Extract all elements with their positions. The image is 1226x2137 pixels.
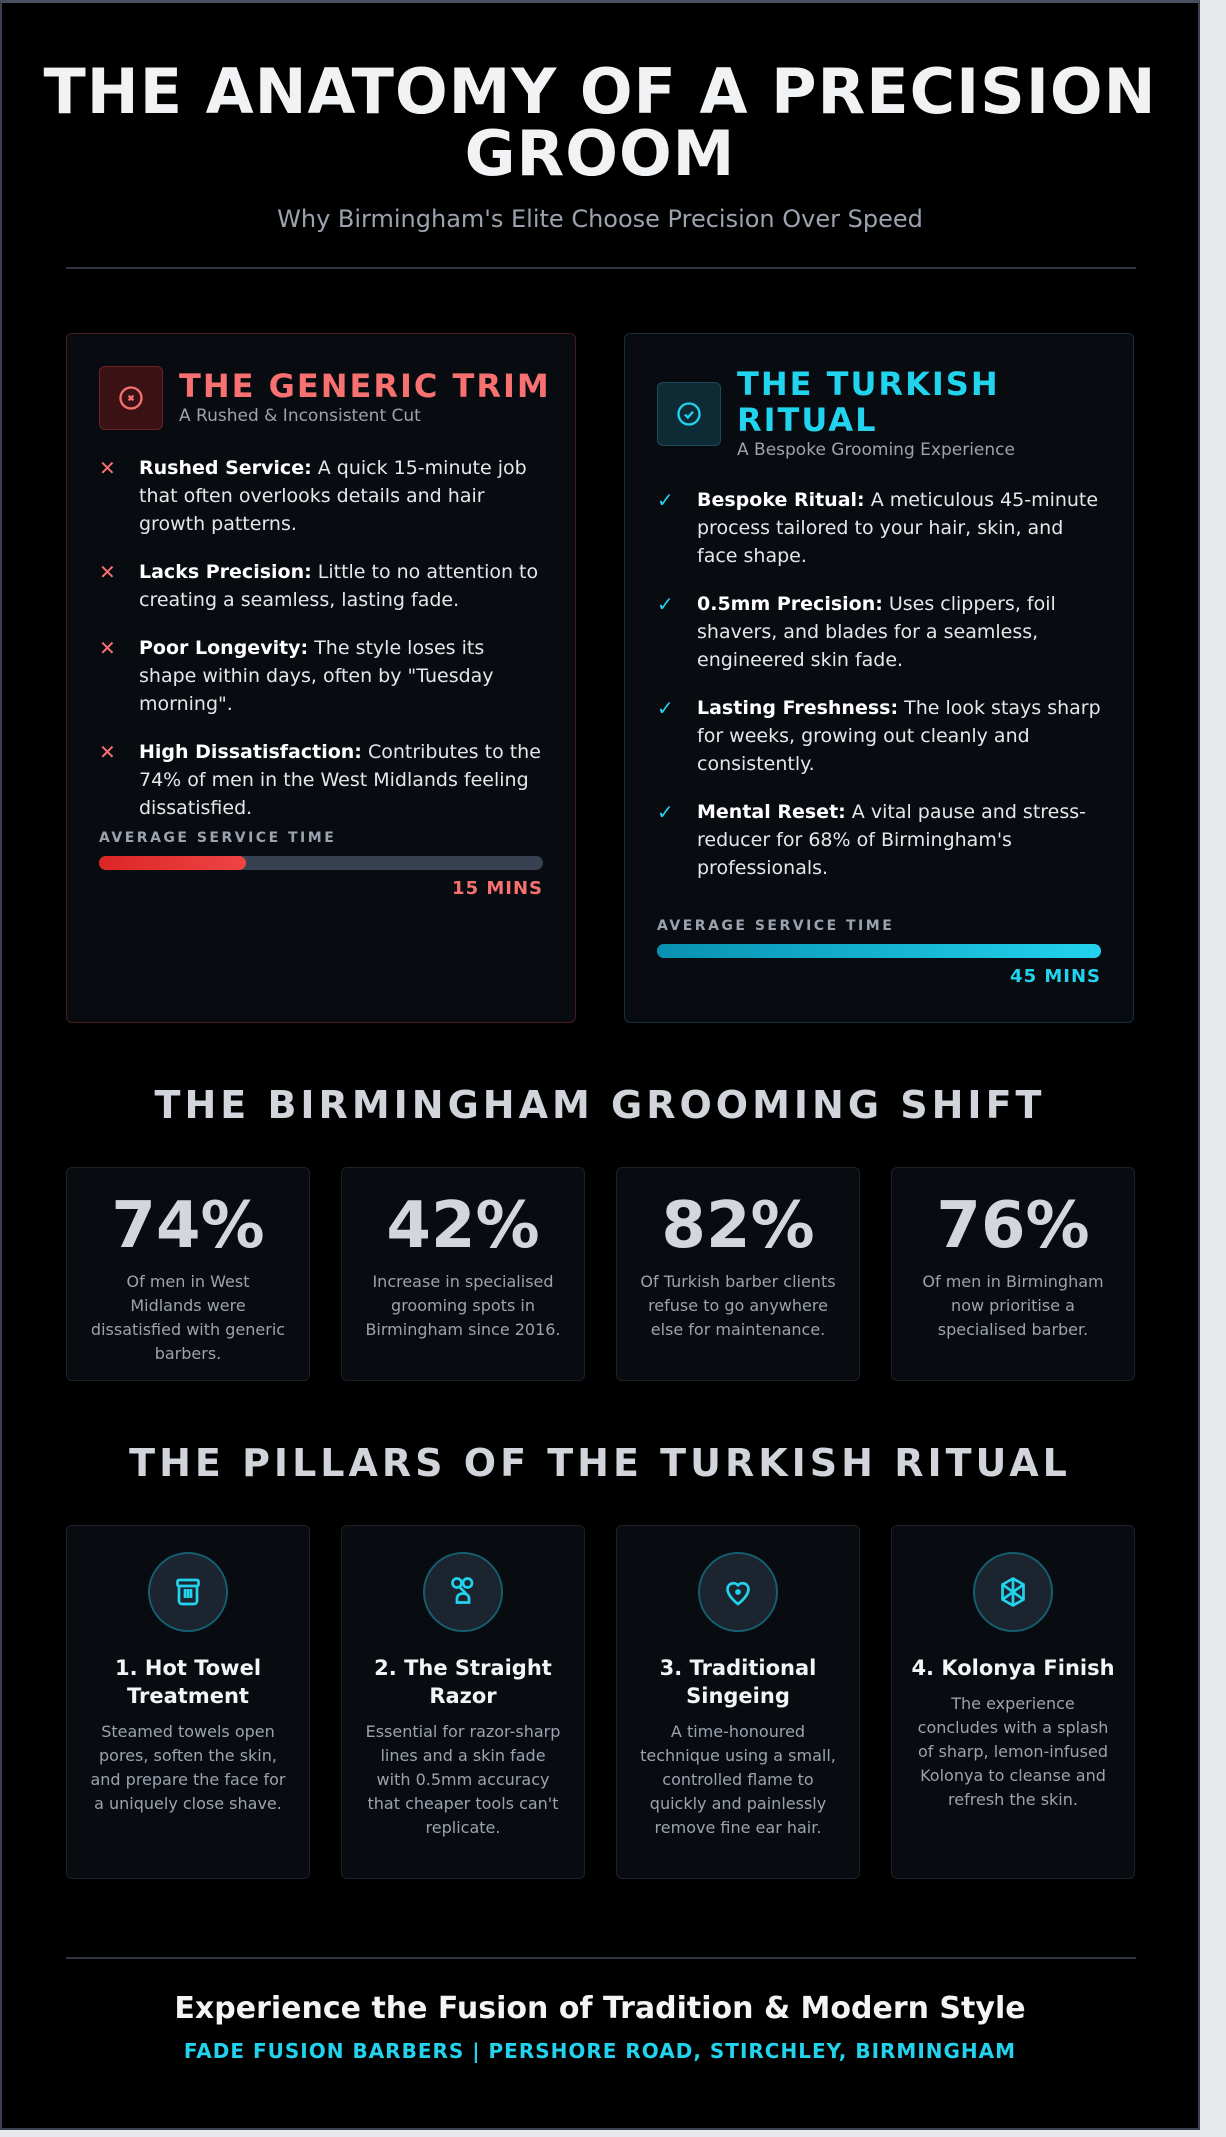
list-item: ✓ 0.5mm Precision: Uses clippers, foil shavers, and blades for a seamless, engineered skin fade.: [657, 590, 1101, 674]
pillar-card: [891, 1525, 1135, 1879]
stat-desc: Of Turkish barber clients refuse to go anywhere else for maintenance.: [640, 1272, 836, 1339]
stat-card: [616, 1167, 860, 1381]
service-time-bar: [99, 856, 543, 870]
drawback-list: [99, 454, 543, 842]
stat-value: 76%: [936, 1189, 1090, 1263]
razor-icon: [423, 1552, 503, 1632]
service-time-fill: [99, 856, 246, 870]
service-time-label: AVERAGE SERVICE TIME: [99, 830, 337, 846]
stat-card: [891, 1167, 1135, 1381]
card-subtitle: A Rushed & Inconsistent Cut: [179, 406, 421, 426]
section-heading-pillars: THE PILLARS OF THE TURKISH RITUAL: [129, 1441, 1071, 1485]
list-item: ✓ Bespoke Ritual: A meticulous 45-minute process tailored to your hair, skin, and face shape.: [657, 486, 1101, 570]
pillar-title: 1. Hot Towel Treatment: [114, 1656, 262, 1708]
divider: [66, 1957, 1136, 1959]
list-item: ✓ Mental Reset: A vital pause and stress-reducer for 68% of Birmingham's professionals.: [657, 798, 1101, 882]
list-item: ✕ Rushed Service: A quick 15-minute job that often overlooks details and hair growth patterns.: [99, 454, 543, 538]
service-time-value: 45 MINS: [1010, 966, 1101, 987]
stat-desc: Of men in West Midlands were dissatisfied with generic barbers.: [90, 1272, 286, 1363]
service-time-label: AVERAGE SERVICE TIME: [657, 918, 895, 934]
page-subtitle: Why Birmingham's Elite Choose Precision Over Speed: [277, 205, 923, 233]
pillar-desc: Essential for razor-sharp lines and a skin fade with 0.5mm accuracy that cheaper tools can't replicate.: [365, 1722, 561, 1837]
title-line-1: THE ANATOMY OF A PRECISION: [43, 55, 1157, 128]
check-icon: ✓: [657, 488, 674, 512]
turkish-ritual-card: [624, 333, 1134, 1023]
stat-value: 42%: [386, 1189, 540, 1263]
title-line-2: GROOM: [464, 117, 736, 190]
footer-title: Experience the Fusion of Tradition & Modern Style: [174, 1991, 1026, 2026]
pillar-card: [341, 1525, 585, 1879]
benefit-list: [657, 486, 1101, 902]
generic-trim-card: [66, 333, 576, 1023]
divider: [66, 267, 1136, 269]
pillar-title: 3. Traditional Singeing: [659, 1656, 817, 1708]
stat-value: 82%: [661, 1189, 815, 1263]
list-item: ✕ High Dissatisfaction: Contributes to the 74% of men in the West Midlands feeling dissatisfied.: [99, 738, 543, 822]
footer-address: FADE FUSION BARBERS | PERSHORE ROAD, STIRCHLEY, BIRMINGHAM: [183, 2039, 1017, 2063]
card-title: THE TURKISH RITUAL: [737, 365, 1000, 439]
check-icon: ✓: [657, 696, 674, 720]
stat-desc: Of men in Birmingham now prioritise a specialised barber.: [922, 1272, 1104, 1339]
kolonya-icon: [973, 1552, 1053, 1632]
pillar-card: [616, 1525, 860, 1879]
card-title: THE GENERIC TRIM: [179, 367, 551, 405]
pillar-card: [66, 1525, 310, 1879]
x-icon: ✕: [99, 560, 116, 584]
hot-towel-icon: [148, 1552, 228, 1632]
list-item: ✕ Poor Longevity: The style loses its shape within days, often by "Tuesday morning".: [99, 634, 543, 718]
pillar-desc: A time-honoured technique using a small, controlled flame to quickly and painlessly remove fine ear hair.: [640, 1722, 836, 1837]
pillar-desc: The experience concludes with a splash of sharp, lemon-infused Kolonya to cleanse and refresh the skin.: [917, 1694, 1109, 1809]
stat-value: 74%: [111, 1189, 265, 1263]
service-time-bar: [657, 944, 1101, 958]
flame-heart-icon: [698, 1552, 778, 1632]
service-time-fill: [657, 944, 1101, 958]
stat-card: [341, 1167, 585, 1381]
x-icon: ✕: [99, 456, 116, 480]
check-circle-icon: [657, 382, 721, 446]
x-icon: ✕: [99, 740, 116, 764]
pillar-title: 2. The Straight Razor: [374, 1656, 552, 1708]
stat-card: [66, 1167, 310, 1381]
pillar-desc: Steamed towels open pores, soften the skin, and prepare the face for a uniquely close shave.: [90, 1722, 286, 1813]
x-circle-icon: [99, 366, 163, 430]
section-heading-shift: THE BIRMINGHAM GROOMING SHIFT: [154, 1083, 1046, 1127]
list-item: ✕ Lacks Precision: Little to no attention to creating a seamless, lasting fade.: [99, 558, 543, 614]
service-time-value: 15 MINS: [452, 878, 543, 899]
x-icon: ✕: [99, 636, 116, 660]
check-icon: ✓: [657, 800, 674, 824]
card-subtitle: A Bespoke Grooming Experience: [737, 440, 1015, 460]
list-item: ✓ Lasting Freshness: The look stays sharp for weeks, growing out cleanly and consistently.: [657, 694, 1101, 778]
page-title: [2, 55, 1198, 190]
stat-desc: Increase in specialised grooming spots in Birmingham since 2016.: [365, 1272, 561, 1339]
check-icon: ✓: [657, 592, 674, 616]
pillar-title: 4. Kolonya Finish: [911, 1656, 1115, 1680]
